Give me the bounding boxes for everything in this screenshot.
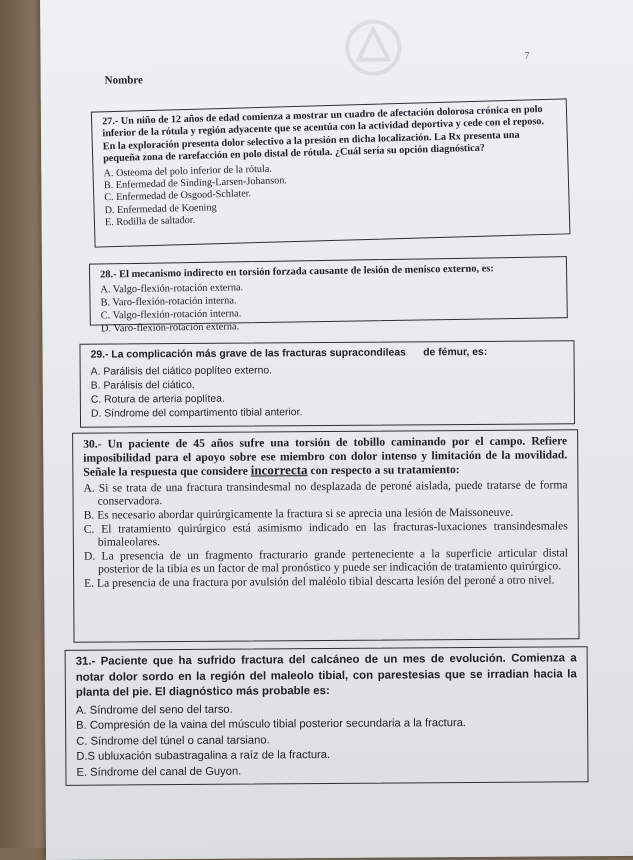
- question-27-option-d: D. Enfermedad de Koening: [104, 202, 217, 217]
- question-30-option-e: E. La presencia de una fractura por avulsión del maléolo tibial descarta lesión del peroné a otro nivel.: [84, 573, 555, 590]
- question-28-option-b: B. Varo-flexión-rotación interna.: [100, 295, 237, 309]
- question-28-stem: 28.- El mecanismo indirecto en torsión forzada causante de lesión de menisco externo, es:: [100, 263, 494, 281]
- question-27-option-b: B. Enfermedad de Sinding-Larsen-Johanson.: [103, 175, 288, 192]
- question-28-option-d: D. Varo-flexión-rotación externa.: [100, 321, 240, 335]
- question-30: [72, 429, 579, 643]
- question-30-stem-text: 30.- Un paciente de 45 años sufre una torsión de tobillo caminando por el campo. Refiere imposibilidad para el apoyo sobre ese miembro con dolor intenso y limitación de la movilidad. Señale la respuesta que considere: [83, 434, 568, 479]
- question-29-option-a: A. Parálisis del ciático poplíteo externo.: [90, 365, 273, 378]
- question-29: [79, 340, 575, 427]
- question-30-stem-emphasis: incorrecta: [250, 462, 308, 478]
- page-number: 7: [524, 50, 530, 62]
- question-28-option-a: A. Valgo-flexión-rotación externa.: [100, 282, 244, 296]
- question-31-option-e: E. Síndrome del canal de Guyon.: [76, 765, 242, 779]
- question-30-option-a: A. Si se trata de una fractura transindesmal no desplazada de peroné aislada, puede tratarse de forma conservadora.: [83, 478, 568, 508]
- question-31-option-c: C. Síndrome del túnel o canal tarsiano.: [76, 733, 270, 748]
- question-29-option-d: D. Síndrome del compartimento tibial anterior.: [90, 407, 303, 420]
- question-30-option-c: C. El tratamiento quirúrgico está asimismo indicado en las fracturas-luxaciones transindesmales bimaleolares.: [83, 518, 568, 549]
- question-28: [89, 256, 568, 335]
- question-27-option-c: C. Enfermedad de Osgood-Schlater.: [104, 188, 252, 204]
- question-31-option-b: B. Compresión de la vaina del músculo tibial posterior secundaria a la fractura.: [76, 717, 467, 732]
- question-31: [65, 646, 589, 786]
- question-31-stem: 31.- Paciente que ha sufrido fractura del calcáneo de un mes de evolución. Comienza a notar dolor sordo en la región del maleolo tibial, con parestesias que se irradian hacia la planta del pie. El diagnóstico más probable es:: [75, 652, 577, 699]
- question-29-stem: 29.- La complicación más grave de las fracturas supracondileas de fémur, es:: [90, 346, 488, 361]
- question-31-option-d: D.S ubluxación subastragalina a raíz de la fractura.: [76, 748, 331, 763]
- exam-page: [40, 0, 633, 860]
- question-30-stem-ending: con respecto a su tratamiento:: [307, 463, 460, 478]
- question-29-option-c: C. Rotura de arteria poplítea.: [90, 393, 225, 406]
- watermark-logo: [328, 15, 418, 80]
- question-27: [91, 98, 571, 247]
- question-27-stem: 27.- Un niño de 12 años de edad comienza a mostrar un cuadro de afectación dolorosa crónica en polo inferior de la rótula y región adyacente que se acentúa con la actividad deportiva y cede con el reposo. En la exploración presenta dolor selectivo a la presión en dicha localización. La Rx presenta una pequeña zona de rarefacción en polo distal de rótula. ¿Cuál sería su opción diagnóstica?: [101, 104, 545, 165]
- question-30-option-d: D. La presencia de un fragmento fracturario grande perteneciente a la superficie articular distal posterior de la tibia es un factor de mal pronóstico y puede ser indicación de tratamiento quirúrgico.: [83, 546, 568, 576]
- question-28-option-c: C. Valgo-flexión-rotación interna.: [100, 308, 242, 322]
- question-30-stem: [83, 434, 567, 479]
- question-30-option-b: B. Es necesario abordar quirúrgicamente la fractura si se aprecia una lesión de Maissoneuve.: [83, 505, 514, 522]
- question-31-option-a: A. Síndrome del seno del tarso.: [75, 703, 233, 717]
- question-29-option-b: B. Parálisis del ciático.: [90, 379, 195, 392]
- question-27-option-e: E. Rodilla de saltador.: [104, 215, 196, 229]
- nombre-label: Nombre: [104, 74, 143, 87]
- question-27-option-a: A. Osteoma del polo inferior de la rótula.: [103, 163, 272, 179]
